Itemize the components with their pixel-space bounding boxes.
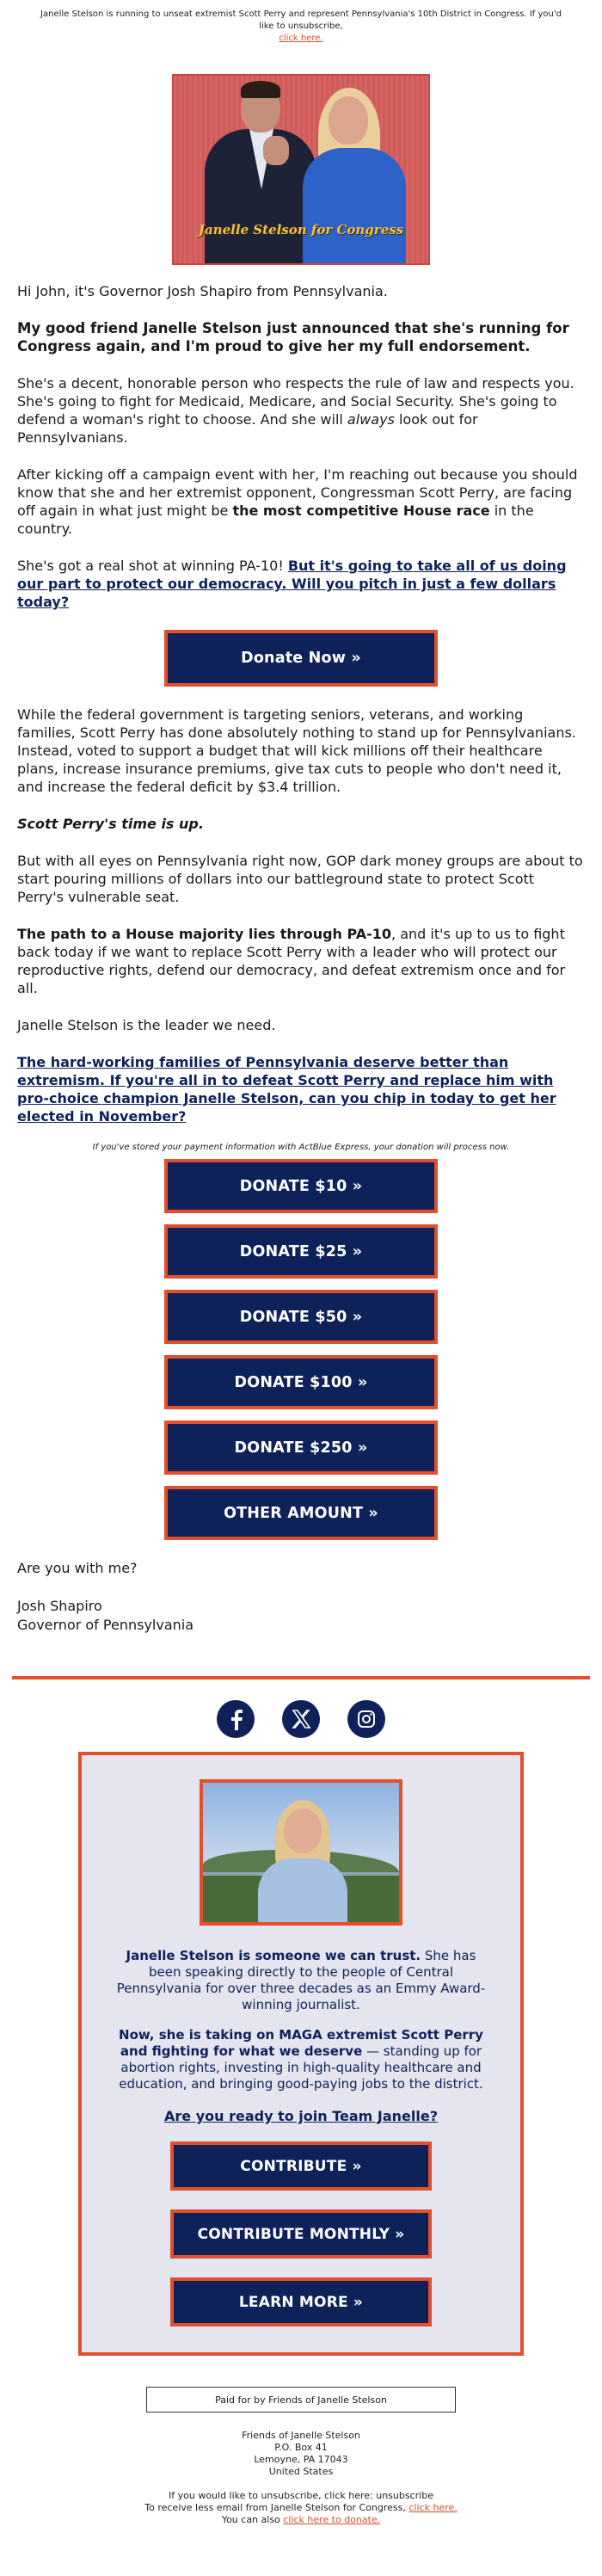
pitch-in-link[interactable]: But it's going to take all of us doing our part to protect our democracy. Will you pitch in just a few dollars today? — [17, 558, 567, 610]
chip-in-link[interactable]: The hard-working families of Pennsylvania deserve better than extremism. If you're all in to defeat Scott Perry and replace him with pro-choice champion Janelle Stelson, can you chip in today to get her elected in November? — [17, 1054, 556, 1125]
x-icon[interactable] — [282, 1700, 320, 1738]
mailing-address: Friends of Janelle Stelson P.O. Box 41 Lemoyne, PA 17043 United States — [242, 2430, 360, 2477]
candidate-photo — [200, 1779, 402, 1926]
paragraph-final-ask — [17, 1053, 585, 1125]
signoff-name: Josh Shapiro — [17, 1598, 102, 1614]
signoff — [0, 1559, 602, 1635]
preheader-text: Janelle Stelson is running to unseat extremist Scott Perry and represent Pennsylvania's 10th District in Congress. If you'd like to unsubscribe, — [40, 9, 562, 31]
less-email-link[interactable]: click here. — [408, 2502, 458, 2513]
footer-donate-link[interactable]: click here to donate. — [283, 2514, 381, 2525]
paid-for-text: Paid for by Friends of Janelle Stelson — [215, 2394, 387, 2406]
greeting: Hi John, it's Governor Josh Shapiro from Pennsylvania. — [17, 283, 388, 299]
paragraph-record: While the federal government is targeting seniors, veterans, and working families, Scott Perry has done absolutely nothing to stand up for Pennsylvanians. Instead, voted to support a budget that will kick millions off their healthcare plans, increase insurance premiums, give tax cuts to people who don't need it, and increase the federal deficit by $3.4 trillion. — [17, 706, 576, 795]
preheader — [0, 0, 602, 45]
hero-caption: Janelle Stelson for Congress — [198, 222, 404, 237]
donate-10-button[interactable]: DONATE $10 » — [164, 1159, 438, 1213]
other-amount-button[interactable]: OTHER AMOUNT » — [164, 1486, 438, 1540]
paragraph-dark-money: But with all eyes on Pennsylvania right now, GOP dark money groups are about to start pouring millions of dollars into our battleground state to protect Scott Perry's vulnerable seat. — [17, 853, 583, 905]
lead-paragraph: My good friend Janelle Stelson just announced that she's running for Congress again, and I'm proud to give her my full endorsement. — [17, 320, 569, 354]
learn-more-button[interactable]: LEARN MORE » — [170, 2277, 432, 2326]
candidate-card — [78, 1752, 524, 2356]
letter-body — [0, 282, 602, 611]
instagram-icon[interactable] — [347, 1700, 385, 1738]
footer — [0, 2430, 602, 2526]
paragraph-candidate: She's a decent, honorable person who respects the rule of law and respects you. She's going to fight for Medicaid, Medicare, and Social Security. She's going to defend a woman's right to choose. And she will always look out for Pennsylvanians. — [17, 375, 574, 446]
donate-100-button[interactable]: DONATE $100 » — [164, 1355, 438, 1409]
join-team-link[interactable]: Are you ready to join Team Janelle? — [164, 2108, 438, 2124]
footer-donate-line: You can also click here to donate. — [221, 2514, 381, 2525]
unsubscribe-text[interactable]: If you would like to unsubscribe, click here: unsubscribe — [169, 2490, 433, 2501]
signoff-question: Are you with me? — [17, 1560, 138, 1576]
contribute-button[interactable]: CONTRIBUTE » — [170, 2142, 432, 2191]
donate-50-button[interactable]: DONATE $50 » — [164, 1290, 438, 1344]
donate-now-button[interactable]: Donate Now » — [164, 630, 438, 687]
less-email-line: To receive less email from Janelle Stelson for Congress, click here. — [144, 2502, 458, 2513]
donate-25-button[interactable]: DONATE $25 » — [164, 1224, 438, 1279]
preheader-unsubscribe-link[interactable]: click here. — [279, 34, 323, 43]
hero-image[interactable] — [172, 74, 430, 265]
social-links — [0, 1700, 602, 1738]
donate-250-button[interactable]: DONATE $250 » — [164, 1420, 438, 1475]
paragraph-ask: She's got a real shot at winning PA-10! But it's going to take all of us doing our part to protect our democracy. Will you pitch in just a few dollars today? — [17, 558, 567, 610]
paragraph-path: The path to a House majority lies through PA-10, and it's up to us to fight back today if we want to replace Scott Perry with a leader who will protect our reproductive rights, defend our democracy, and defeat extremism once and for all. — [17, 926, 566, 996]
hero-container — [0, 45, 602, 265]
card-fight-text: Now, she is taking on MAGA extremist Scott Perry and fighting for what we deserve — standing up for abortion rights, investing in high-quality healthcare and education, and bringing good-paying jobs to the district. — [119, 2027, 483, 2092]
card-trust-text: Janelle Stelson is someone we can trust. She has been speaking directly to the people of Central Pennsylvania for over three decades as an Emmy Award-winning journalist. — [116, 1948, 486, 2012]
actblue-express-note: If you've stored your payment information with ActBlue Express, your donation will process now. — [92, 1143, 510, 1152]
contribute-monthly-button[interactable]: CONTRIBUTE MONTHLY » — [170, 2209, 432, 2259]
facebook-icon[interactable] — [217, 1700, 255, 1738]
paid-for-box — [146, 2387, 456, 2413]
signoff-title: Governor of Pennsylvania — [17, 1617, 194, 1633]
donation-amount-buttons — [0, 1159, 602, 1540]
section-divider — [12, 1676, 590, 1679]
paragraph-time-is-up: Scott Perry's time is up. — [17, 816, 204, 832]
paragraph-leader: Janelle Stelson is the leader we need. — [17, 1017, 276, 1033]
paragraph-race: After kicking off a campaign event with her, I'm reaching out because you should know that she and her extremist opponent, Congressman Scott Perry, are facing off again in what just might be the most competitive House race in the country. — [17, 466, 578, 537]
